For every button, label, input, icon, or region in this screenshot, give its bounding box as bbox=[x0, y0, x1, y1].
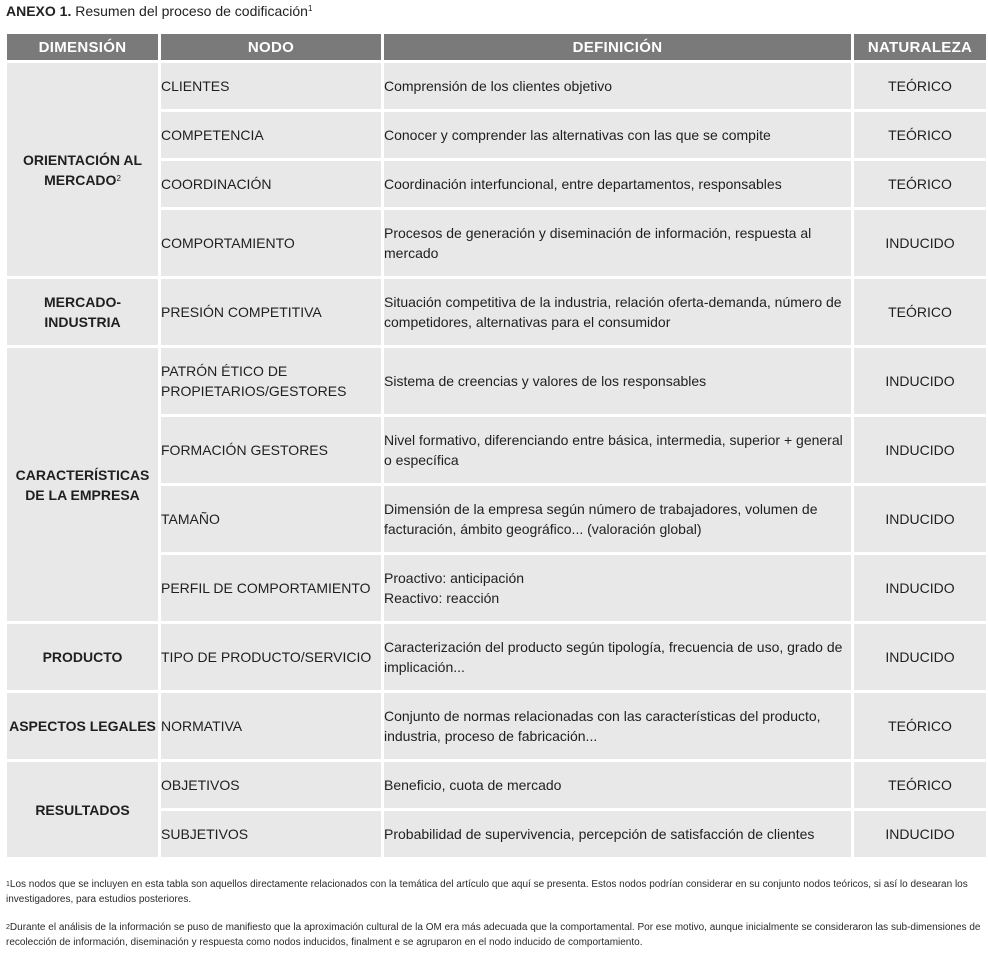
node-cell: PATRÓN ÉTICO DE PROPIETARIOS/GESTORES bbox=[161, 348, 381, 414]
definition-cell: Procesos de generación y diseminación de información, respuesta al mercado bbox=[384, 210, 851, 276]
nature-cell: INDUCIDO bbox=[854, 555, 986, 621]
dimension-cell: PRODUCTO bbox=[7, 624, 158, 690]
definition-cell: Conocer y comprender las alternativas con las que se compite bbox=[384, 112, 851, 158]
nature-cell: TEÓRICO bbox=[854, 279, 986, 345]
dimension-cell: CARACTERÍSTICAS DE LA EMPRESA bbox=[7, 348, 158, 621]
definition-cell: Proactivo: anticipación Reactivo: reacción bbox=[384, 555, 851, 621]
dimension-cell: MERCADO-INDUSTRIA bbox=[7, 279, 158, 345]
header-row bbox=[7, 34, 986, 60]
footnote-2: $^2$Durante el análisis de la información se puso de manifiesto que la aproximación cultural de la OM era más adecuada que la comportamental. Por ese motivo, aunque inicialmente se consideraron las sub-dimensiones de recolección de información, diseminación y respuesta como nodos inducidos, finalment e se agruparon en el nodo inducido de comportamiento. bbox=[6, 922, 981, 948]
header-definition: DEFINICIÓN bbox=[384, 34, 851, 60]
definition-cell: Nivel formativo, diferenciando entre básica, intermedia, superior + general o específica bbox=[384, 417, 851, 483]
node-cell: FORMACIÓN GESTORES bbox=[161, 417, 381, 483]
definition-cell: Conjunto de normas relacionadas con las características del producto, industria, proceso de fabricación... bbox=[384, 693, 851, 759]
table-row bbox=[7, 624, 986, 690]
nature-cell: TEÓRICO bbox=[854, 161, 986, 207]
definition-cell: Caracterización del producto según tipología, frecuencia de uso, grado de implicación... bbox=[384, 624, 851, 690]
definition-cell: Probabilidad de supervivencia, percepción de satisfacción de clientes bbox=[384, 811, 851, 857]
node-cell: COMPORTAMIENTO bbox=[161, 210, 381, 276]
dimension-cell: ORIENTACIÓN AL MERCADO$^2$ bbox=[7, 63, 158, 276]
node-cell: TIPO DE PRODUCTO/SERVICIO bbox=[161, 624, 381, 690]
table-row bbox=[7, 762, 986, 808]
nature-cell: INDUCIDO bbox=[854, 811, 986, 857]
dimension-cell: ASPECTOS LEGALES bbox=[7, 693, 158, 759]
nature-cell: TEÓRICO bbox=[854, 112, 986, 158]
node-cell: PRESIÓN COMPETITIVA bbox=[161, 279, 381, 345]
header-dimension: DIMENSIÓN bbox=[7, 34, 158, 60]
table-row bbox=[7, 63, 986, 109]
nature-cell: INDUCIDO bbox=[854, 210, 986, 276]
footnote-1: $^1$Los nodos que se incluyen en esta tabla son aquellos directamente relacionados con la temática del artículo que aquí se presenta. Estos nodos podrían considerar en su conjunto nodos teóricos, si así lo desearan los investigadores, para estudios posteriores. bbox=[6, 879, 968, 905]
node-cell: PERFIL DE COMPORTAMIENTO bbox=[161, 555, 381, 621]
definition-cell: Dimensión de la empresa según número de trabajadores, volumen de facturación, ámbito geográfico... (valoración global) bbox=[384, 486, 851, 552]
nature-cell: INDUCIDO bbox=[854, 417, 986, 483]
definition-cell: Coordinación interfuncional, entre departamentos, responsables bbox=[384, 161, 851, 207]
coding-summary-table bbox=[4, 31, 988, 860]
definition-cell: Sistema de creencias y valores de los responsables bbox=[384, 348, 851, 414]
nature-cell: INDUCIDO bbox=[854, 486, 986, 552]
nature-cell: TEÓRICO bbox=[854, 63, 986, 109]
nature-cell: INDUCIDO bbox=[854, 348, 986, 414]
node-cell: TAMAÑO bbox=[161, 486, 381, 552]
node-cell: COMPETENCIA bbox=[161, 112, 381, 158]
node-cell: CLIENTES bbox=[161, 63, 381, 109]
table-row bbox=[7, 693, 986, 759]
definition-cell: Situación competitiva de la industria, relación oferta-demanda, número de competidores, alternativas para el consumidor bbox=[384, 279, 851, 345]
node-cell: NORMATIVA bbox=[161, 693, 381, 759]
header-nature: NATURALEZA bbox=[854, 34, 986, 60]
nature-cell: INDUCIDO bbox=[854, 624, 986, 690]
table-row bbox=[7, 279, 986, 345]
header-node: NODO bbox=[161, 34, 381, 60]
nature-cell: TEÓRICO bbox=[854, 693, 986, 759]
table-row bbox=[7, 348, 986, 414]
node-cell: COORDINACIÓN bbox=[161, 161, 381, 207]
table-title: ANEXO 1. Resumen del proceso de codificación$^1$ bbox=[6, 3, 313, 19]
node-cell: OBJETIVOS bbox=[161, 762, 381, 808]
definition-cell: Comprensión de los clientes objetivo bbox=[384, 63, 851, 109]
definition-cell: Beneficio, cuota de mercado bbox=[384, 762, 851, 808]
nature-cell: TEÓRICO bbox=[854, 762, 986, 808]
node-cell: SUBJETIVOS bbox=[161, 811, 381, 857]
dimension-cell: RESULTADOS bbox=[7, 762, 158, 857]
